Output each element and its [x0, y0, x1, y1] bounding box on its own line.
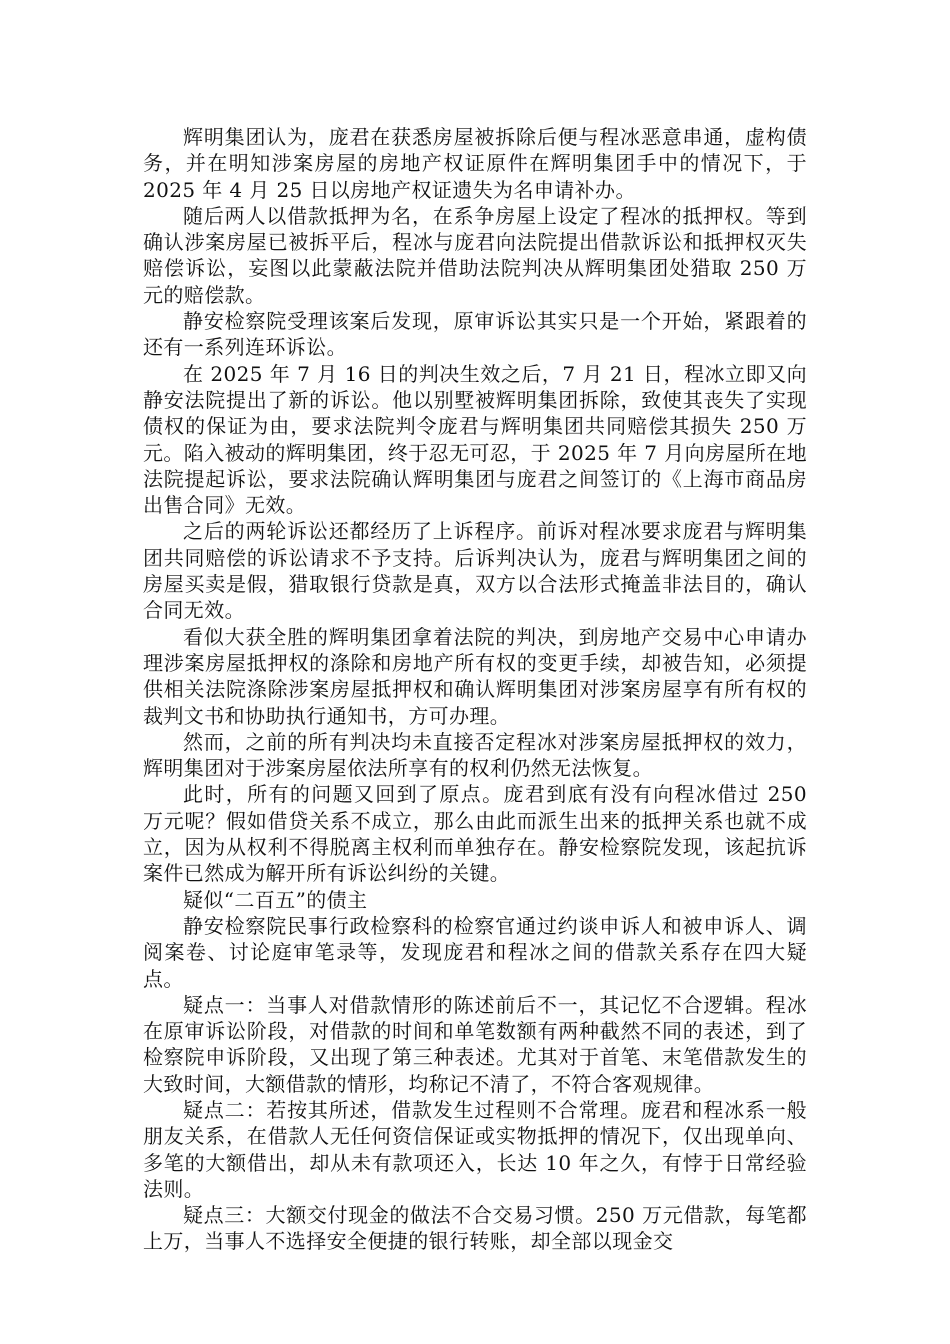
section-heading: 疑似“二百五”的债主	[183, 887, 368, 912]
paragraph-8: 此时，所有的问题又回到了原点。庞君到底有没有向程冰借过 250 万元呢？假如借贷关系不成立，那么由此而派生出来的抵押关系也就不成立，因为从权利不得脱离主权利而单独存在。静安检察院发现，该起抗诉案件已然成为解开所有诉讼纠纷的关键。	[143, 782, 807, 886]
paragraph-10: 疑点一：当事人对借款情形的陈述前后不一，其记忆不合逻辑。程冰在原审诉讼阶段，对借款的时间和单笔数额有两种截然不同的表述，到了检察院申诉阶段，又出现了第三种表述。尤其对于首笔、末笔借款发生的大致时间，大额借款的情形，均称记不清了，不符合客观规律。	[143, 992, 807, 1096]
paragraph-2: 随后两人以借款抵押为名，在系争房屋上设定了程冰的抵押权。等到确认涉案房屋已被拆平后，程冰与庞君向法院提出借款诉讼和抵押权灭失赔偿诉讼，妄图以此蒙蔽法院并借助法院判决从辉明集团处猎取 250 万元的赔偿款。	[143, 203, 807, 307]
paragraph-1: 辉明集团认为，庞君在获悉房屋被拆除后便与程冰恶意串通，虚构债务，并在明知涉案房屋的房地产权证原件在辉明集团手中的情况下，于 2025 年 4 月 25 日以房地产权证遗失为名申请补办。	[143, 125, 807, 202]
paragraph-11: 疑点二：若按其所述，借款发生过程则不合常理。庞君和程冰系一般朋友关系，在借款人无任何资信保证或实物抵押的情况下，仅出现单向、多笔的大额借出，却从未有款项还入，长达 10 年之久，有悖于日常经验法则。	[143, 1097, 807, 1201]
paragraph-4: 在 2025 年 7 月 16 日的判决生效之后，7 月 21 日，程冰立即又向静安法院提出了新的诉讼。他以别墅被辉明集团拆除，致使其丧失了实现债权的保证为由，要求法院判令庞君与辉明集团共同赔偿其损失 250 万元。陷入被动的辉明集团，终于忍无可忍，于 2025 年 7 月向房屋所在地法院提起诉讼，要求法院确认辉明集团与庞君之间签订的《上海市商品房出售合同》无效。	[143, 361, 807, 518]
paragraph-3: 静安检察院受理该案后发现，原审诉讼其实只是一个开始，紧跟着的还有一系列连环诉讼。	[143, 309, 807, 360]
paragraph-9: 静安检察院民事行政检察科的检察官通过约谈申诉人和被申诉人、调阅案卷、讨论庭审笔录等，发现庞君和程冰之间的借款关系存在四大疑点。	[143, 913, 807, 991]
paragraph-5: 之后的两轮诉讼还都经历了上诉程序。前诉对程冰要求庞君与辉明集团共同赔偿的诉讼请求不予支持。后诉判决认为，庞君与辉明集团之间的房屋买卖是假，猎取银行贷款是真，双方以合法形式掩盖非法目的，确认合同无效。	[143, 519, 807, 623]
article-body	[143, 124, 807, 1255]
paragraph-7: 然而，之前的所有判决均未直接否定程冰对涉案房屋抵押权的效力，辉明集团对于涉案房屋依法所享有的权利仍然无法恢复。	[143, 729, 807, 781]
paragraph-6: 看似大获全胜的辉明集团拿着法院的判决，到房地产交易中心申请办理涉案房屋抵押权的涤除和房地产所有权的变更手续，却被告知，必须提供相关法院涤除涉案房屋抵押权和确认辉明集团对涉案房屋享有所有权的裁判文书和协助执行通知书，方可办理。	[143, 624, 807, 728]
paragraph-12: 疑点三：大额交付现金的做法不合交易习惯。250 万元借款，每笔都上万，当事人不选择安全便捷的银行转账，却全部以现金交	[143, 1203, 807, 1254]
